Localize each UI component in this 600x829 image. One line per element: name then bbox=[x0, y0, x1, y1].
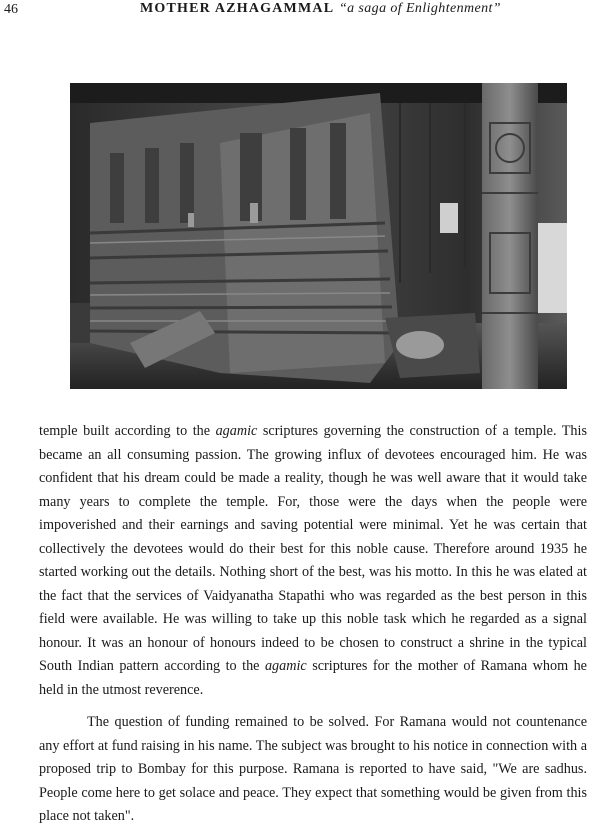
temple-interior-photo bbox=[70, 83, 567, 389]
body-text bbox=[39, 420, 587, 829]
paragraph-1: temple built according to the agamic scriptures governing the construction of a temple. This became an all consuming passion. The growing influx of devotees encouraged him. He was confident that his dream could be made a reality, though he was well aware that it would take many years to complete the temple. For, those were the days when the people were impoverished and their earnings and saving potential were minimal. Yet he was certain that collectively the devotees would do their best for this noble cause. Therefore around 1935 he started working out the details. Nothing short of the best, was his motto. In this he was elated at the fact that the services of Vaidyanatha Stapathi who was regarded as the best person in this field were available. He was willing to take up this noble task which he regarded as a signal honour. It was an honour of honours indeed to be chosen to construct a shrine in the typical South Indian pattern according to the agamic scriptures for the mother of Ramana whom he held in the utmost reverence. bbox=[39, 423, 587, 698]
paragraph-2: The question of funding remained to be solved. For Ramana would not countenance any effort at fund raising in his name. The subject was brought to his notice in connection with a proposed trip to Bombay for this purpose. Ramana is reported to have said, "We are sadhus. People come here to get solace and peace. They expect that something would be given from this place not taken". bbox=[39, 714, 587, 824]
term-agamic: agamic bbox=[215, 423, 258, 439]
page-number: 46 bbox=[4, 2, 18, 17]
term-agamic-2: agamic bbox=[264, 658, 307, 674]
book-subtitle: “a saga of Enlightenment” bbox=[338, 1, 501, 16]
running-head bbox=[140, 1, 501, 17]
book-title: MOTHER AZHAGAMMAL bbox=[140, 1, 335, 16]
